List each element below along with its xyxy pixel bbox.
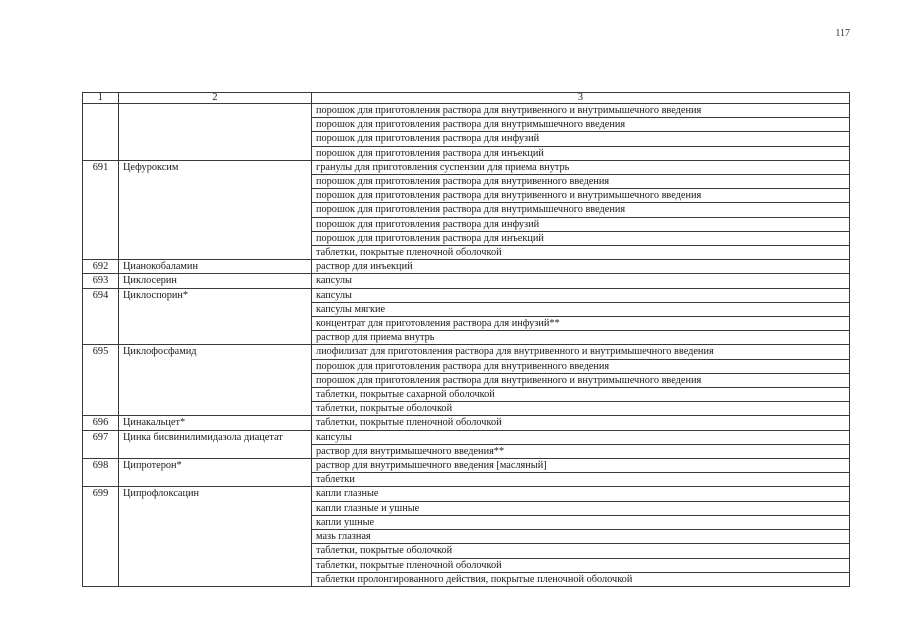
drug-name: Цинка бисвинилимидазола диацетат (119, 430, 312, 458)
dosage-form: раствор для внутримышечного введения [масляный] (312, 459, 850, 473)
dosage-form: таблетки, покрытые сахарной оболочкой (312, 388, 850, 402)
dosage-form: порошок для приготовления раствора для инфузий (312, 217, 850, 231)
table-header-row (83, 93, 850, 104)
dosage-form: концентрат для приготовления раствора для инфузий** (312, 317, 850, 331)
dosage-form: таблетки, покрытые пленочной оболочкой (312, 246, 850, 260)
dosage-form: капли ушные (312, 515, 850, 529)
dosage-form: порошок для приготовления раствора для инъекций (312, 231, 850, 245)
dosage-form: таблетки, покрытые пленочной оболочкой (312, 558, 850, 572)
dosage-form: порошок для приготовления раствора для внутривенного и внутримышечного введения (312, 189, 850, 203)
dosage-form: порошок для приготовления раствора для внутримышечного введения (312, 118, 850, 132)
dosage-form: таблетки, покрытые оболочкой (312, 544, 850, 558)
entry-number: 693 (83, 274, 119, 288)
table-row (83, 274, 850, 288)
dosage-form: капсулы мягкие (312, 302, 850, 316)
drug-name: Циклоспорин* (119, 288, 312, 345)
table-row (83, 288, 850, 302)
column-header-number: 1 (83, 93, 119, 104)
drug-name (119, 104, 312, 161)
dosage-form: капли глазные и ушные (312, 501, 850, 515)
table-row (83, 430, 850, 444)
table-row (83, 416, 850, 430)
dosage-form: капсулы (312, 430, 850, 444)
drug-name: Ципротерон* (119, 459, 312, 487)
entry-number: 696 (83, 416, 119, 430)
dosage-form: капли глазные (312, 487, 850, 501)
drug-name: Ципрофлоксацин (119, 487, 312, 586)
drug-name: Циклосерин (119, 274, 312, 288)
table-body (83, 104, 850, 587)
dosage-form: порошок для приготовления раствора для внутривенного введения (312, 175, 850, 189)
entry-number: 695 (83, 345, 119, 416)
dosage-form: порошок для приготовления раствора для внутривенного и внутримышечного введения (312, 373, 850, 387)
dosage-form: раствор для приема внутрь (312, 331, 850, 345)
dosage-form: порошок для приготовления раствора для инфузий (312, 132, 850, 146)
entry-number (83, 104, 119, 161)
drug-name: Цефуроксим (119, 160, 312, 259)
entry-number: 697 (83, 430, 119, 458)
page-number: 117 (835, 28, 850, 39)
column-header-forms: 3 (312, 93, 850, 104)
dosage-form: порошок для приготовления раствора для внутривенного введения (312, 359, 850, 373)
table-row (83, 160, 850, 174)
column-header-name: 2 (119, 93, 312, 104)
dosage-form: порошок для приготовления раствора для внутривенного и внутримышечного введения (312, 104, 850, 118)
dosage-form: таблетки (312, 473, 850, 487)
dosage-form: капсулы (312, 274, 850, 288)
entry-number: 698 (83, 459, 119, 487)
dosage-form: раствор для инъекций (312, 260, 850, 274)
dosage-form: порошок для приготовления раствора для внутримышечного введения (312, 203, 850, 217)
drug-name: Цинакальцет* (119, 416, 312, 430)
entry-number: 694 (83, 288, 119, 345)
dosage-form: мазь глазная (312, 530, 850, 544)
dosage-form: капсулы (312, 288, 850, 302)
dosage-form: раствор для внутримышечного введения** (312, 444, 850, 458)
dosage-form: таблетки пролонгированного действия, покрытые пленочной оболочкой (312, 572, 850, 586)
drug-name: Циклофосфамид (119, 345, 312, 416)
entry-number: 692 (83, 260, 119, 274)
entry-number: 699 (83, 487, 119, 586)
table-row (83, 260, 850, 274)
dosage-form: лиофилизат для приготовления раствора для внутривенного и внутримышечного введения (312, 345, 850, 359)
dosage-form: гранулы для приготовления суспензии для приема внутрь (312, 160, 850, 174)
table-row (83, 459, 850, 473)
dosage-form: таблетки, покрытые пленочной оболочкой (312, 416, 850, 430)
dosage-form: порошок для приготовления раствора для инъекций (312, 146, 850, 160)
table-row (83, 104, 850, 118)
table-row (83, 487, 850, 501)
entry-number: 691 (83, 160, 119, 259)
drug-forms-table (82, 92, 850, 587)
dosage-form: таблетки, покрытые оболочкой (312, 402, 850, 416)
drug-name: Цианокобаламин (119, 260, 312, 274)
table-row (83, 345, 850, 359)
